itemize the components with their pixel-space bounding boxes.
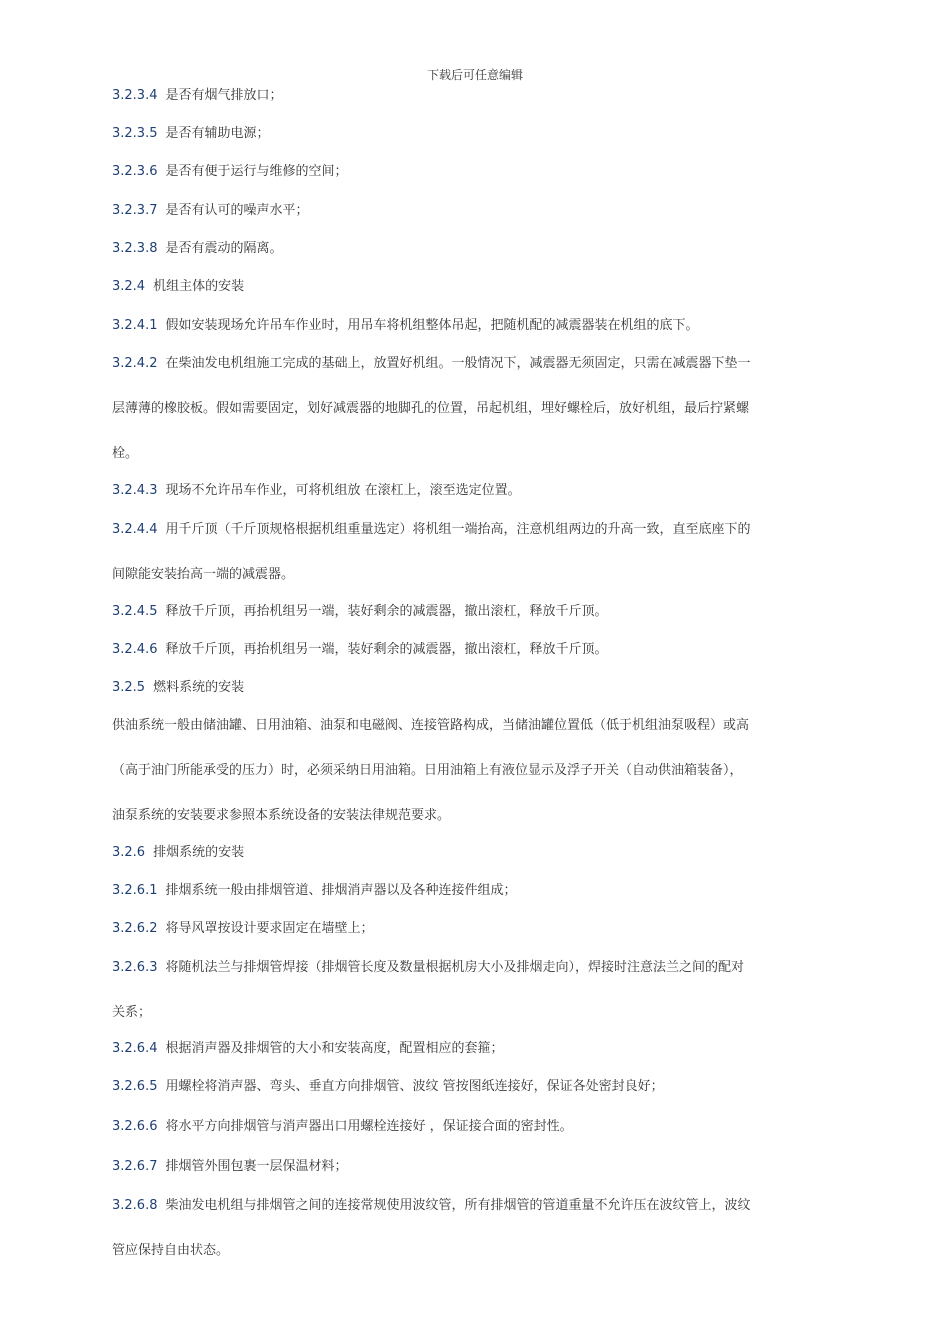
- continuation-line: 关系；: [112, 1005, 152, 1020]
- list-item: [112, 125, 822, 143]
- section-number: 3.2.3.6: [112, 164, 158, 179]
- continuation-line: 管应保持自由状态。: [112, 1243, 230, 1258]
- section-heading: [112, 844, 822, 862]
- paragraph-line: [112, 717, 822, 735]
- list-item: [112, 959, 822, 977]
- continuation-line: 层薄薄的橡胶板。假如需要固定，划好减震器的地脚孔的位置，吊起机组，埋好螺栓后，放好机组，最后拧紧螺: [112, 401, 750, 416]
- section-number: 3.2.6.8: [112, 1198, 158, 1213]
- section-number: 3.2.6.1: [112, 883, 158, 898]
- section-number: 3.2.6.5: [112, 1079, 158, 1094]
- section-text: 用螺栓将消声器、弯头、垂直方向排烟管、波纹 管按图纸连接好，保证各处密封良好；: [165, 1079, 664, 1094]
- section-heading: [112, 278, 822, 296]
- continuation-line: 栓。: [112, 446, 139, 461]
- section-text: 排烟系统的安装: [153, 845, 245, 860]
- section-number: 3.2.6.3: [112, 960, 158, 975]
- continuation-line: 间隙能安装抬高一端的减震器。: [112, 567, 295, 582]
- list-item: [112, 240, 822, 258]
- section-text: 根据消声器及排烟管的大小和安装高度，配置相应的套箍；: [165, 1041, 504, 1056]
- list-item: [112, 641, 822, 659]
- section-text: 排烟系统一般由排烟管道、排烟消声器以及各种连接件组成；: [165, 883, 517, 898]
- section-text: 现场不允许吊车作业，可将机组放 在滚杠上，滚至选定位置。: [165, 483, 521, 498]
- section-text: 将水平方向排烟管与消声器出口用螺栓连接好 ，保证接合面的密封性。: [165, 1119, 573, 1134]
- section-number: 3.2.4.3: [112, 483, 158, 498]
- section-text: 释放千斤顶，再抬机组另一端，装好剩余的减震器，撤出滚杠，释放千斤顶。: [165, 642, 608, 657]
- list-item: [112, 1118, 822, 1136]
- section-text: 机组主体的安装: [153, 279, 245, 294]
- continuation-line: 油泵系统的安装要求参照本系统设备的安装法律规范要求。: [112, 808, 451, 823]
- section-number: 3.2.4.6: [112, 642, 158, 657]
- list-item: [112, 355, 822, 373]
- section-number: 3.2.6.6: [112, 1119, 158, 1134]
- section-number: 3.2.4: [112, 279, 146, 294]
- section-text: 将导风罩按设计要求固定在墙壁上；: [165, 921, 374, 936]
- list-item: [112, 882, 822, 900]
- section-text: 用千斤顶（千斤顶规格根据机组重量选定）将机组一端抬高，注意机组两边的升高一致，直至底座下的: [165, 522, 751, 537]
- list-item: [112, 1158, 822, 1176]
- section-text: 排烟管外围包裹一层保温材料；: [165, 1159, 348, 1174]
- section-number: 3.2.6.4: [112, 1041, 158, 1056]
- list-item: [112, 1197, 822, 1215]
- list-item: [112, 521, 822, 539]
- section-number: 3.2.3.8: [112, 241, 158, 256]
- section-number: 3.2.5: [112, 680, 146, 695]
- list-item: [112, 317, 822, 335]
- section-text: 是否有便于运行与维修的空间；: [165, 164, 348, 179]
- section-number: 3.2.6: [112, 845, 146, 860]
- section-text: 柴油发电机组与排烟管之间的连接常规使用波纹管，所有排烟管的管道重量不允许压在波纹管上，波纹: [165, 1198, 751, 1213]
- section-number: 3.2.4.5: [112, 604, 158, 619]
- section-text: 是否有烟气排放口；: [165, 88, 283, 103]
- section-text: 是否有认可的噪声水平；: [165, 203, 309, 218]
- list-item: [112, 1078, 822, 1096]
- list-item: [112, 163, 822, 181]
- list-item: [112, 920, 822, 938]
- section-number: 3.2.3.7: [112, 203, 158, 218]
- section-heading: [112, 679, 822, 697]
- list-item: [112, 482, 822, 500]
- section-number: 3.2.3.4: [112, 88, 158, 103]
- section-text: 在柴油发电机组施工完成的基础上，放置好机组。一般情况下，减震器无须固定，只需在减震器下垫一: [165, 356, 751, 371]
- list-item: [112, 87, 822, 105]
- page-header: 下载后可任意编辑: [426, 68, 523, 82]
- section-text: 假如安装现场允许吊车作业时，用吊车将机组整体吊起，把随机配的减震器装在机组的底下。: [165, 318, 699, 333]
- section-number: 3.2.6.7: [112, 1159, 158, 1174]
- section-number: 3.2.6.2: [112, 921, 158, 936]
- list-item: [112, 1040, 822, 1058]
- section-text: 将随机法兰与排烟管焊接（排烟管长度及数量根据机房大小及排烟走向），焊接时注意法兰之间的配对: [165, 960, 744, 975]
- section-number: 3.2.3.5: [112, 126, 158, 141]
- section-number: 3.2.4.4: [112, 522, 158, 537]
- section-text: 供油系统一般由储油罐、日用油箱、油泵和电磁阀、连接管路构成，当储油罐位置低（低于机组油泵吸程）或高: [112, 718, 750, 733]
- section-text: 是否有辅助电源；: [165, 126, 270, 141]
- section-text: 释放千斤顶，再抬机组另一端，装好剩余的减震器，撤出滚杠，释放千斤顶。: [165, 604, 608, 619]
- section-text: 是否有震动的隔离。: [165, 241, 283, 256]
- section-text: 燃料系统的安装: [153, 680, 245, 695]
- section-number: 3.2.4.2: [112, 356, 158, 371]
- list-item: [112, 603, 822, 621]
- section-number: 3.2.4.1: [112, 318, 158, 333]
- list-item: [112, 202, 822, 220]
- continuation-line: （高于油门所能承受的压力）时，必须采纳日用油箱。日用油箱上有液位显示及浮子开关（自动供油箱装备），: [112, 763, 743, 778]
